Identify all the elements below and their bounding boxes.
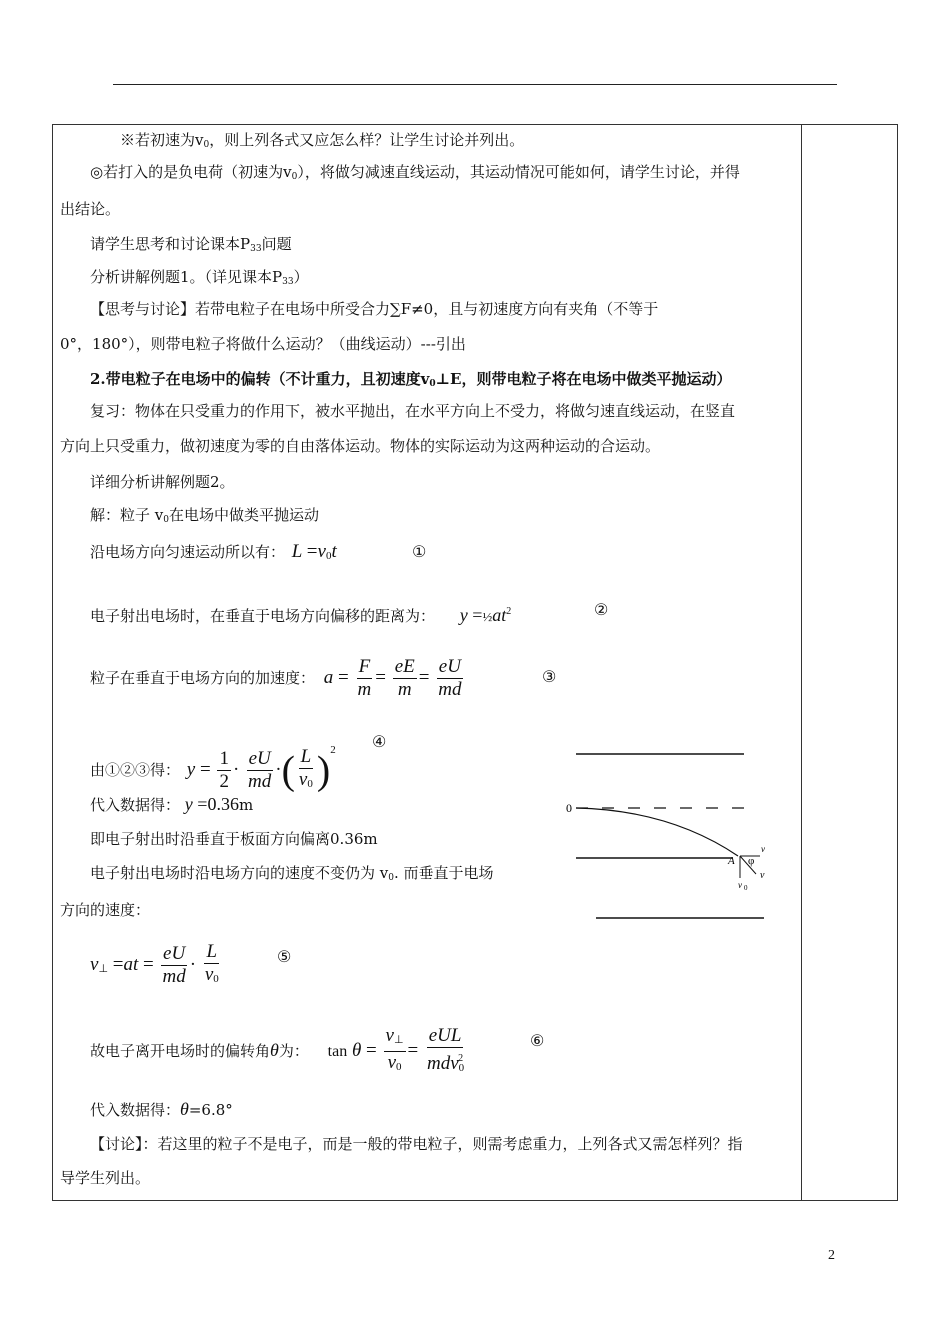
- v-label: v: [760, 870, 765, 881]
- equation-number: ①: [412, 542, 427, 561]
- equation-line-4: 由①②③得： y = $\frac{1}{2}$ · $\frac{eU}{md}$ ·( $\frac{L}{v_0}$ )$^2$: [90, 744, 336, 793]
- equation-number: ④: [372, 732, 387, 751]
- text-line: ◎若打入的是负电荷（初速为$v_0$），将做匀减速直线运动，其运动情况可能如何，请学生讨论，并得: [90, 163, 740, 182]
- v0-bottom-label: v: [738, 880, 742, 890]
- equation-line-6: 故电子离开电场时的偏转角θ为： tan θ = $\frac{v_\perp}{v_0}$ = $\frac{\text{eUL}}{mdv_0^2}$: [90, 1024, 467, 1079]
- equation-6: tan θ = $\frac{v_\perp}{v_0}$ = $\frac{\text{eUL}}{mdv_0^2}$: [327, 1024, 465, 1074]
- equation-number: ⑤: [277, 947, 292, 966]
- equation-line-1: 沿电场方向匀速运动所以有： $L =v_0t$: [90, 541, 337, 562]
- text-line: 方向的速度：: [60, 901, 151, 919]
- equation-number: ⑥: [530, 1031, 545, 1050]
- deflection-diagram: [560, 740, 790, 930]
- equation-5: $v_\perp =at$ = $\frac{eU}{md}$ · $\frac{L}{v_0}$: [90, 941, 219, 988]
- text-line: 请学生思考和讨论课本$P_{33}$问题: [90, 235, 292, 254]
- table-column-divider: [801, 124, 802, 1201]
- text-line: 电子射出电场时沿电场方向的速度不变仍为 $v_0$. 而垂直于电场: [90, 864, 494, 883]
- equation-3: a = $\frac{F}{m}$ = $\frac{eE}{m}$ = $\frac{eU}{md}$: [323, 656, 462, 701]
- page-number: 2: [828, 1248, 835, 1263]
- section-heading: 2.带电粒子在电场中的偏转（不计重力，且初速度$v_0\perp E$，则带电粒子将在电场中做类平抛运动）: [90, 370, 732, 389]
- equation-number: ③: [542, 667, 557, 686]
- trajectory: [576, 808, 738, 856]
- equation-line-value: 代入数据得： y =0.36m: [90, 794, 254, 814]
- text-line: 复习：物体在只受重力的作用下，被水平抛出，在水平方向上不受力，将做匀速直线运动，在竖直: [90, 402, 736, 420]
- v0-bottom-sub: 0: [744, 884, 748, 892]
- equation-number: ②: [594, 600, 609, 619]
- text-line: 【讨论】：若这里的粒子不是电子，而是一般的带电粒子，则需考虑重力，上列各式又需怎样列？指: [90, 1135, 743, 1153]
- v0-label: v: [761, 844, 765, 854]
- equation-4: y = $\frac{1}{2}$ · $\frac{eU}{md}$ ·( $\frac{L}{v_0}$ )$^2$: [186, 744, 336, 793]
- header-rule: [113, 84, 837, 85]
- content-cell: [52, 124, 801, 1201]
- equation-2: $y =\frac{1}{2}at^2$: [459, 605, 512, 625]
- equation-line-5: [90, 939, 223, 995]
- point-a-label: A: [728, 855, 735, 867]
- text-line: 解：粒子 $v_0$在电场中做类平抛运动: [90, 506, 319, 525]
- origin-label: 0: [566, 801, 572, 815]
- text-line: 即电子射出时沿垂直于板面方向偏离0.36m: [90, 830, 378, 848]
- equation-line-2: 电子射出电场时，在垂直于电场方向偏移的距离为： $y =\frac{1}{2}at^2$: [90, 605, 512, 625]
- phi-label: φ: [748, 855, 755, 867]
- text-line: 【思考与讨论】若带电粒子在电场中所受合力∑F≠0，且与初速度方向有夹角（不等于: [90, 300, 659, 318]
- text-line: 0°，180°），则带电粒子将做什么运动？（曲线运动）---引出: [60, 335, 466, 353]
- equation-line-3: 粒子在垂直于电场方向的加速度： a = $\frac{F}{m}$ = $\frac{eE}{m}$ = $\frac{eU}{md}$: [90, 654, 465, 702]
- text-line: ※若初速为$v_0$，则上列各式又应怎么样？让学生讨论并列出。: [120, 131, 525, 150]
- text-line: 导学生列出。: [60, 1169, 151, 1187]
- text-line: 代入数据得：θ=6.8°: [90, 1099, 233, 1119]
- text-line: 方向上只受重力，做初速度为零的自由落体运动。物体的实际运动为这两种运动的合运动。: [60, 437, 661, 455]
- text-line: 出结论。: [60, 200, 121, 218]
- text-line: 详细分析讲解例题2。: [90, 473, 235, 491]
- equation-1: $L =v_0t$: [291, 541, 337, 562]
- text-line: 分析讲解例题1。（详见课本$P_{33}$）: [90, 268, 309, 287]
